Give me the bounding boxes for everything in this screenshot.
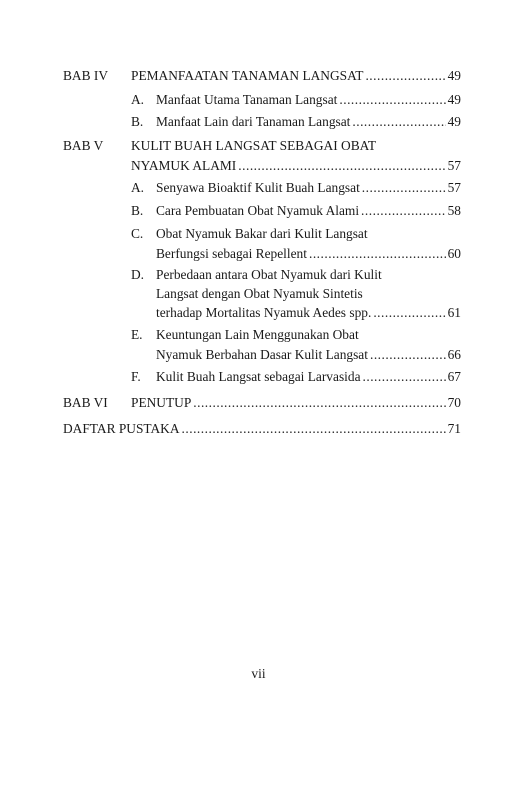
item-title: Kulit Buah Langsat sebagai Larvasida (156, 369, 361, 384)
item-title-line2: Berfungsi sebagai Repellent (156, 246, 307, 261)
chapter-title-line1: KULIT BUAH LANGSAT SEBAGAI OBAT (131, 138, 377, 153)
item-letter: A. (131, 92, 145, 107)
toc-entry-bab5-b[interactable] (156, 201, 461, 221)
toc-entry-bab5-e[interactable] (156, 345, 461, 365)
toc-entry-bab4-b[interactable] (156, 112, 461, 132)
item-letter: B. (131, 203, 144, 218)
item-title: Cara Pembuatan Obat Nyamuk Alami (156, 203, 360, 218)
toc-entry-bab5-d[interactable] (156, 303, 461, 323)
toc-entry-daftar-pustaka[interactable] (63, 419, 461, 439)
page-ref: 58 (447, 203, 461, 218)
page-ref: 57 (447, 158, 461, 173)
page-number: vii (251, 666, 266, 681)
leader-dots (193, 393, 445, 413)
leader-dots (362, 178, 446, 198)
page-ref: 60 (447, 246, 461, 261)
page-ref: 66 (447, 347, 461, 362)
leader-dots (309, 244, 446, 264)
page-ref: 61 (447, 305, 461, 320)
chapter-label-bab4: BAB IV (63, 68, 109, 83)
leader-dots (365, 66, 445, 86)
chapter-title-line2: NYAMUK ALAMI (131, 158, 237, 173)
leader-dots (238, 156, 445, 176)
chapter-label-bab6: BAB VI (63, 395, 108, 410)
item-title: Senyawa Bioaktif Kulit Buah Langsat (156, 180, 360, 195)
toc-entry-bab5-f[interactable] (156, 367, 461, 387)
item-letter: A. (131, 180, 145, 195)
item-letter: D. (131, 267, 145, 282)
leader-dots (339, 90, 445, 110)
item-title: Manfaat Utama Tanaman Langsat (156, 92, 338, 107)
page-ref: 71 (447, 421, 461, 436)
page-ref: 49 (447, 68, 461, 83)
page-ref: 49 (447, 92, 461, 107)
page-ref: 49 (447, 114, 461, 129)
leader-dots (352, 112, 445, 132)
item-title-line2: Nyamuk Berbahan Dasar Kulit Langsat (156, 347, 368, 362)
leader-dots (373, 303, 445, 323)
toc-entry-bab5-a[interactable] (156, 178, 461, 198)
toc-entry-bab5[interactable] (131, 156, 461, 176)
item-title-line1: Obat Nyamuk Bakar dari Kulit Langsat (156, 226, 368, 241)
page-ref: 70 (447, 395, 461, 410)
leader-dots (182, 419, 446, 439)
leader-dots (370, 345, 446, 365)
item-letter: B. (131, 114, 144, 129)
toc-entry-bab6[interactable] (131, 393, 461, 413)
item-title: Manfaat Lain dari Tanaman Langsat (156, 114, 351, 129)
item-letter: C. (131, 226, 144, 241)
chapter-title: PENUTUP (131, 395, 192, 410)
item-letter: E. (131, 327, 143, 342)
toc-entry-bab4[interactable] (131, 66, 461, 86)
page-ref: 67 (447, 369, 461, 384)
page-ref: 57 (447, 180, 461, 195)
item-title-line1: Keuntungan Lain Menggunakan Obat (156, 327, 359, 342)
chapter-label-bab5: BAB V (63, 138, 104, 153)
leader-dots (363, 367, 446, 387)
item-title-line3: terhadap Mortalitas Nyamuk Aedes spp. (156, 305, 372, 320)
chapter-title: PEMANFAATAN TANAMAN LANGSAT (131, 68, 364, 83)
toc-entry-bab4-a[interactable] (156, 90, 461, 110)
leader-dots (361, 201, 446, 221)
toc-entry-bab5-c[interactable] (156, 244, 461, 264)
item-title-line1: Perbedaan antara Obat Nyamuk dari Kulit (156, 267, 382, 282)
bibliography-title: DAFTAR PUSTAKA (63, 421, 180, 436)
item-title-line2: Langsat dengan Obat Nyamuk Sintetis (156, 286, 363, 301)
item-letter: F. (131, 369, 141, 384)
